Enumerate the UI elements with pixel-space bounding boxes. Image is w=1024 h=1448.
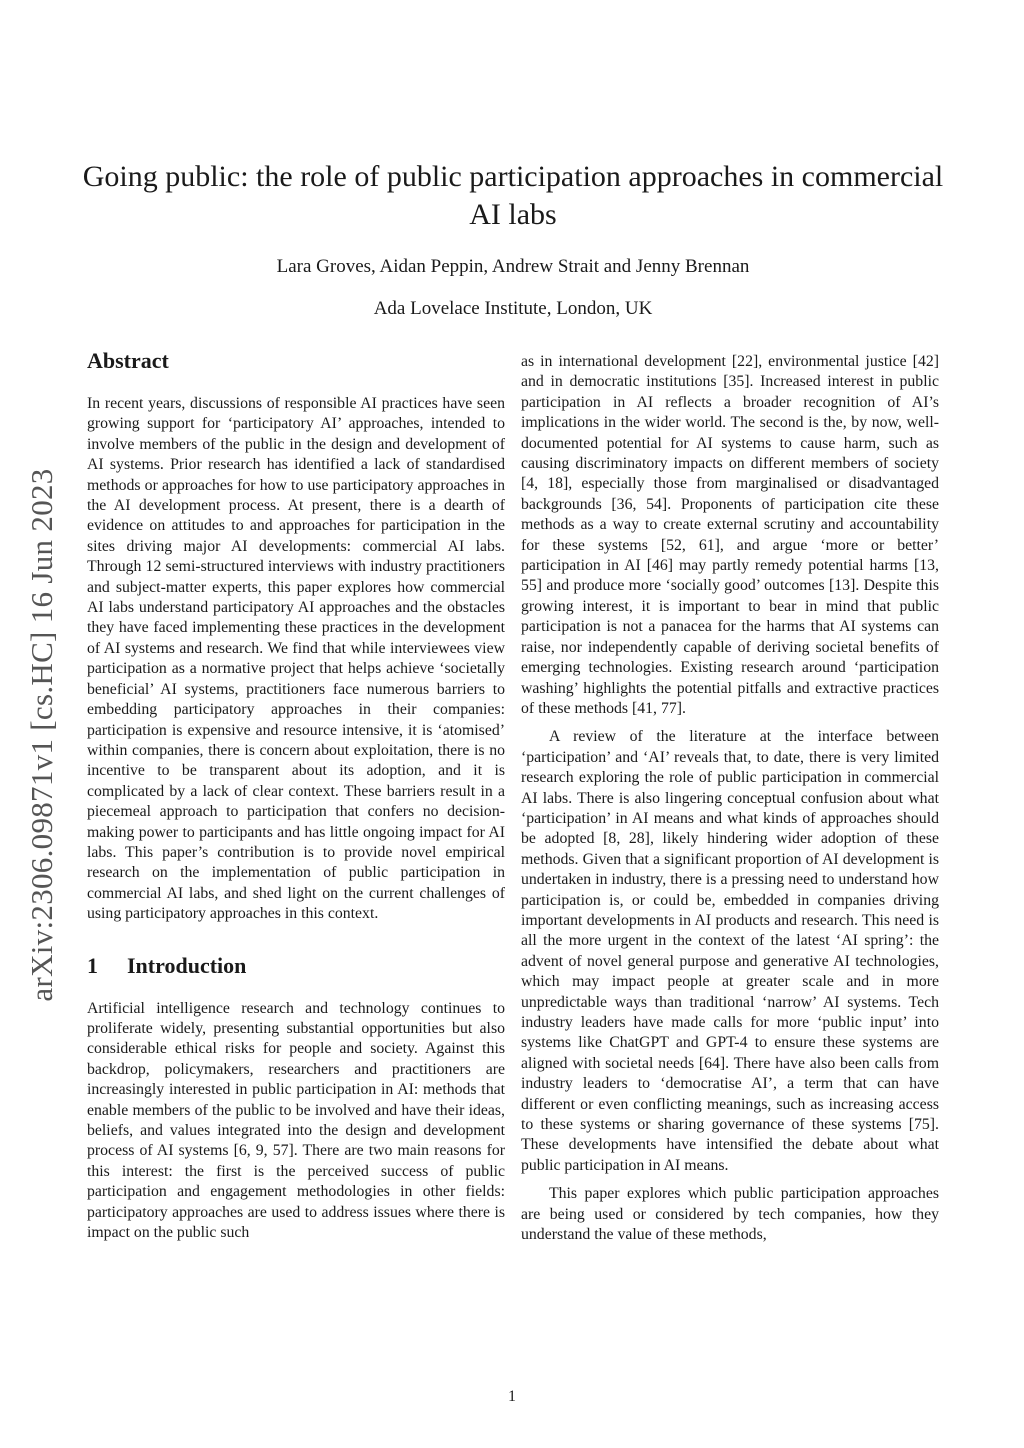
page-number: 1 — [508, 1388, 516, 1405]
author-list: Lara Groves, Aidan Peppin, Andrew Strait and Jenny Brennan — [276, 256, 750, 277]
abstract-text: In recent years, discussions of responsible AI practices have seen growing support for ‘participatory AI’ approaches, intended to involve members of the public in the design and development of AI systems. Prior research has identified a lack of standardised methods or approaches for how to use participatory approaches in the AI development process. At present, there is a dearth of evidence on attitudes to and approaches for participation in the sites driving major AI developments: commercial AI labs. Through 12 semi-structured interviews with industry practitioners and subject-matter experts, this paper explores how commercial AI labs understand participatory AI approaches and the obstacles they have faced implementing these practices in the development of AI systems and research. We find that while interviewees view participation as a normative project that helps achieve ‘societally beneficial’ AI systems, practitioners face numerous barriers to embedding participatory approaches in their companies: participation is expensive and resource intensive, it is ‘atomised’ within companies, there is concern about exploitation, there is no incentive to be transparent about its adoption, and it is complicated by a lack of clear context. These barriers result in a piecemeal approach to participation that confers no decision-making power to participants and has little ongoing impact for AI labs. This paper’s contribution is to provide novel empirical research on the implementation of public participation in commercial AI labs, and shed light on the current challenges of using participatory approaches in this context. — [87, 395, 505, 923]
intro-paragraph-1: Artificial intelligence research and technology continues to proliferate widely, presenting substantial opportunities but also considerable ethical risks for people and society. Against this backdrop, policymakers, researchers and practitioners are increasingly interested in public participation in AI: methods that enable members of the public to be involved and have their ideas, beliefs, and values integrated into the design and development process of AI systems [6, 9, 57]. There are two main reasons for this interest: the first is the perceived success of public participation and engagement methodologies in other fields: participatory approaches are used to address issues where there is impact on the public such — [87, 999, 505, 1242]
section-number: 1 — [87, 952, 98, 978]
intro-paragraph-2: A review of the literature at the interface between ‘participation’ and ‘AI’ reveals that, to date, there is very limited research exploring the role of public participation in commercial AI labs. There is also lingering conceptual confusion about what ‘participation’ in AI means and what kinds of approaches should be adopted [8, 28], likely hindering wider adoption of these methods. Given that a significant proportion of AI development is undertaken in industry, there is a pressing need to understand how participation is, or could be, embedded in companies driving important developments in AI products and research. This need is all the more urgent in the context of the latest ‘AI spring’: the advent of novel general purpose and generative AI technologies, which may impact people at greater scale and in more unpredictable ways than traditional ‘narrow’ AI systems. Tech industry leaders have made calls for more ‘public input’ into systems like ChatGPT and GPT-4 to ensure these systems are aligned with societal needs [64]. There have also been calls from industry leaders to ‘democratise AI’, a term that can have different or even conflicting meanings, such as increasing access to these systems or sharing governance of these systems [75]. These developments have intensified the debate about what public participation in AI means. — [521, 728, 939, 1174]
paper-title: Going public: the role of public participation approaches in commercial AI labs — [82, 160, 944, 231]
right-column — [521, 352, 939, 1245]
intro-paragraph-3: This paper explores which public participation approaches are being used or considered by tech companies, how they understand the value of these methods, — [521, 1185, 939, 1244]
intro-paragraph-1-continued: as in international development [22], environmental justice [42] and in democratic institutions [35]. Increased interest in public participation in AI reflects a broader recognition of AI’s implications in the wider world. The second is the, by now, well-documented potential for AI systems to cause harm, such as causing discriminatory impacts on different members of society [4, 18], especially those from marginalised or disadvantaged backgrounds [36, 54]. Proponents of participation cite these methods as a way to create external scrutiny and accountability for these systems [52, 61], and argue ‘more or better’ participation in AI [46] may partly remedy potential harms [13, 55] and produce more ‘socially good’ outcomes [13]. Despite this growing interest, it is important to bear in mind that public participation is not a panacea for the harms that AI systems can raise, nor independently capable of deriving societal benefits of emerging technologies. Existing research around ‘participation washing’ highlights the potential pitfalls and extractive practices of these methods [41, 77]. — [521, 353, 939, 717]
abstract-heading: Abstract — [87, 348, 169, 373]
left-column — [87, 346, 505, 1243]
section-heading-introduction — [87, 951, 505, 981]
affiliation: Ada Lovelace Institute, London, UK — [373, 298, 653, 319]
section-title: Introduction — [127, 952, 247, 978]
arxiv-identifier: arXiv:2306.09871v1 [cs.HC] 16 Jun 2023 — [24, 468, 59, 1002]
